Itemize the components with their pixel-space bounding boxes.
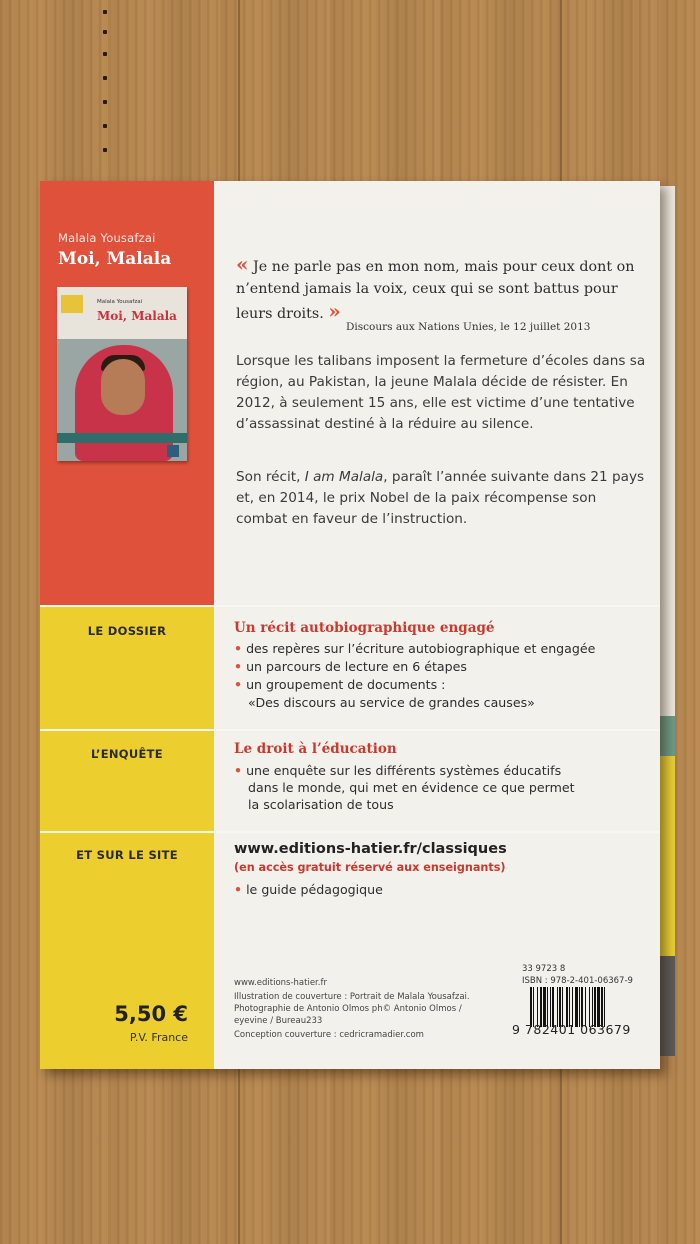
nail-hole	[103, 124, 107, 128]
section-heading-enquete: Le droit à l’éducation	[234, 741, 397, 757]
barcode-bar	[550, 987, 551, 1027]
list-item-continuation: la scolarisation de tous	[248, 797, 394, 812]
edge-tab-green	[660, 716, 675, 756]
summary-paragraph-1: Lorsque les talibans imposent la fermeture d’écoles dans sa région, au Pakistan, la jeune Malala décide de résister. En 2012, à seulement 15 ans, elle est victime d’une tentative d’assassinat destiné à la réduire au silence.	[236, 353, 646, 432]
section-heading-dossier: Un récit autobiographique engagé	[234, 620, 495, 636]
list-item-continuation: dans le monde, qui met en évidence ce que permet	[248, 780, 575, 795]
barcode-bar	[592, 987, 593, 1027]
nail-hole	[103, 30, 107, 34]
credits	[234, 977, 496, 1043]
barcode-bar	[559, 987, 561, 1027]
credits-design: Conception couverture : cedricramadier.com	[234, 1030, 424, 1040]
left-yellow-panel	[40, 606, 214, 1069]
nail-hole	[103, 10, 107, 14]
portrait-face	[101, 359, 145, 415]
list-item: • un parcours de lecture en 6 étapes	[234, 659, 467, 674]
thumbnail-title: Moi, Malala	[97, 309, 177, 323]
barcode-bar	[579, 987, 580, 1027]
credits-illustration: Illustration de couverture : Portrait de Malala Yousafzai. Photographie de Antonio Olmos ph© Antonio Olmos / eyevine / Bureau233	[234, 992, 470, 1026]
section-label-dossier: LE DOSSIER	[87, 624, 167, 638]
book-back-cover	[40, 181, 660, 1069]
book-title: Moi, Malala	[58, 249, 172, 269]
price-note: P.V. France	[129, 1031, 188, 1044]
section-divider	[40, 605, 660, 607]
close-quote-mark: »	[328, 299, 341, 323]
barcode-bar	[537, 987, 538, 1027]
series-logo	[61, 295, 83, 313]
publisher-logo	[167, 445, 179, 457]
summary-paragraph-2: Son récit, I am Malala, paraît l’année suivante dans 21 pays et, en 2014, le prix Nobel de la paix récompense son combat en faveur de l’instruction.	[236, 469, 645, 527]
nail-hole	[103, 100, 107, 104]
cover-thumbnail	[57, 287, 187, 461]
quote-text: Je ne parle pas en mon nom, mais pour ceux dont on n’entend jamais la voix, ceux qui se sont battus pour leurs droits.	[236, 259, 635, 322]
section-divider	[40, 729, 660, 731]
isbn: ISBN : 978-2-401-06367-9	[522, 976, 633, 986]
barcode-code: 33 9723 8	[522, 964, 566, 974]
nail-hole	[103, 52, 107, 56]
barcode-bar	[566, 987, 568, 1027]
barcode	[530, 987, 652, 1027]
open-quote-mark: «	[236, 252, 249, 276]
barcode-bar	[581, 987, 583, 1027]
thumbnail-author: Malala Yousafzai	[97, 299, 143, 305]
list-item-continuation: «Des discours au service de grandes causes»	[248, 695, 535, 710]
quote-source: Discours aux Nations Unies, le 12 juillet 2013	[346, 321, 591, 333]
barcode-bar	[562, 987, 563, 1027]
book-author: Malala Yousafzai	[58, 231, 156, 245]
list-item: • le guide pédagogique	[234, 882, 383, 897]
barcode-bar	[569, 987, 570, 1027]
list-item: • une enquête sur les différents systèmes éducatifs	[234, 763, 562, 778]
list-item: • un groupement de documents :	[234, 677, 446, 692]
site-note: (en accès gratuit réservé aux enseignants)	[234, 861, 506, 874]
barcode-bar	[533, 987, 534, 1027]
barcode-bar	[575, 987, 578, 1027]
edge-tab-yellow	[660, 756, 675, 956]
barcode-bar	[557, 987, 558, 1027]
credits-website: www.editions-hatier.fr	[234, 978, 327, 988]
barcode-bar	[604, 987, 605, 1027]
barcode-bar	[572, 987, 573, 1027]
barcode-bar	[585, 987, 586, 1027]
barcode-bar	[540, 987, 542, 1027]
barcode-bar	[594, 987, 596, 1027]
edge-tab-grey	[660, 956, 675, 1056]
barcode-bar	[601, 987, 603, 1027]
quote-block	[236, 253, 646, 325]
barcode-bar	[589, 987, 590, 1027]
site-url: www.editions-hatier.fr/classiques	[234, 841, 507, 857]
barcode-bar	[530, 987, 532, 1027]
nail-hole	[103, 148, 107, 152]
barcode-bar	[547, 987, 548, 1027]
list-item: • des repères sur l’écriture autobiographique et engagée	[234, 641, 596, 656]
price: 5,50 €	[114, 1002, 188, 1026]
barcode-bar	[552, 987, 554, 1027]
book-title-italic: I am Malala	[304, 469, 384, 485]
barcode-number: 9 782401 063679	[512, 1022, 631, 1037]
nail-hole	[103, 76, 107, 80]
barcode-bar	[597, 987, 600, 1027]
section-label-enquete: L’ENQUÊTE	[91, 747, 163, 761]
section-label-site: ET SUR LE SITE	[76, 848, 178, 862]
barcode-bar	[543, 987, 546, 1027]
section-divider	[40, 831, 660, 833]
